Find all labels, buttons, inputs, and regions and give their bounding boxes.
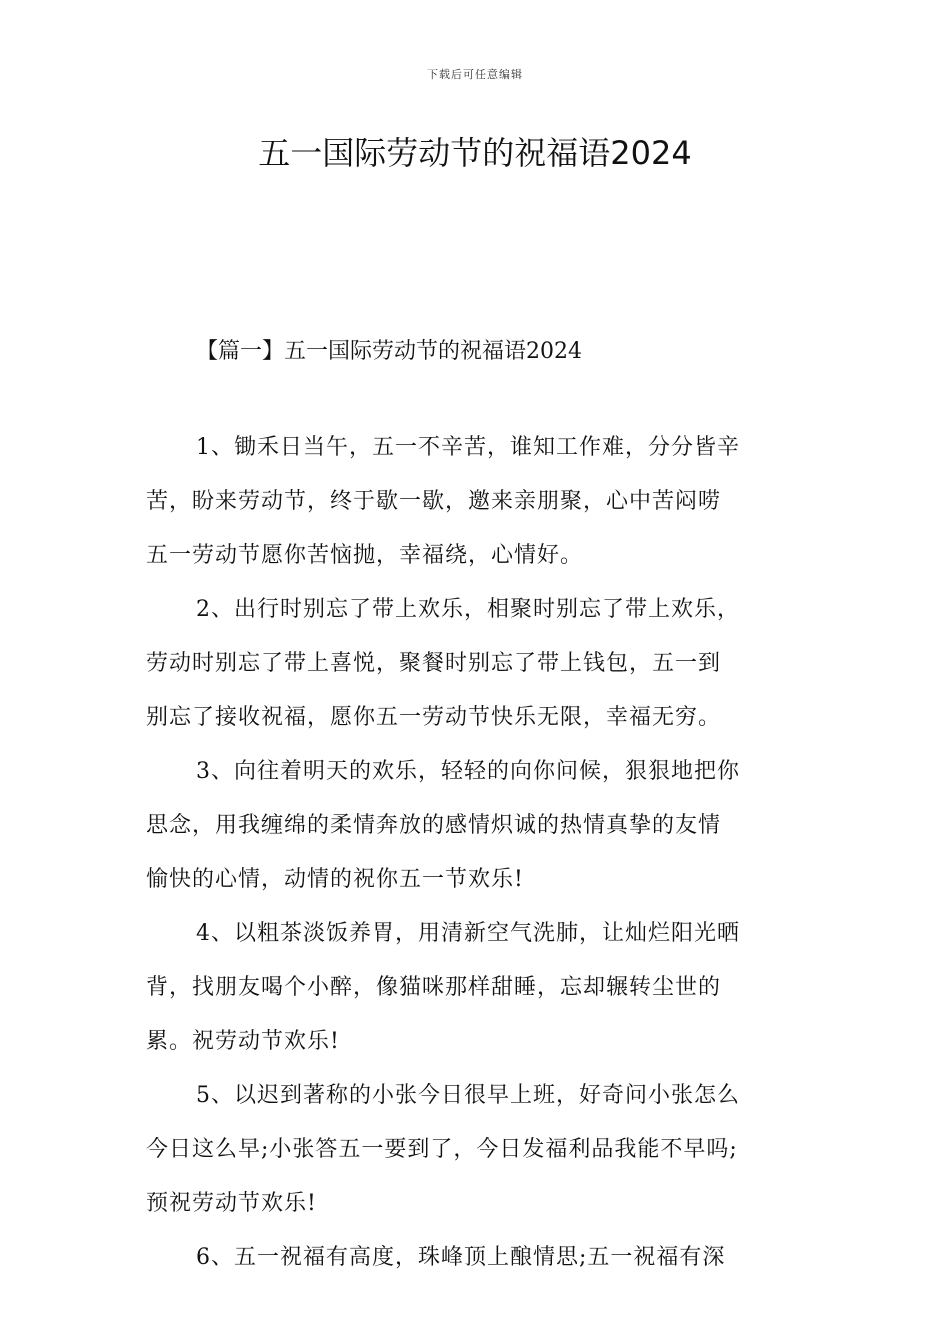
paragraph-line: 4、以粗茶淡饭养胃，用清新空气洗肺，让灿烂阳光晒: [196, 921, 740, 946]
paragraph-line: 背，找朋友喝个小醉，像猫咪那样甜睡，忘却辗转尘世的: [146, 975, 722, 1000]
paragraph-line: 3、向往着明天的欢乐，轻轻的向你问候，狠狠地把你: [196, 759, 740, 784]
paragraph-line: 思念，用我缠绵的柔情奔放的感情炽诚的热情真挚的友情: [146, 813, 722, 838]
paragraph-3: [146, 745, 814, 907]
paragraph-line: 5、以迟到著称的小张今日很早上班，好奇问小张怎么: [196, 1083, 740, 1108]
paragraph-line: 别忘了接收祝福，愿你五一劳动节快乐无限，幸福无穷。: [146, 705, 722, 730]
paragraph-line: 今日这么早;小张答五一要到了，今日发福利品我能不早吗;: [146, 1137, 738, 1162]
paragraph-line: 1、锄禾日当午，五一不辛苦，谁知工作难，分分皆辛: [196, 435, 740, 460]
paragraph-6: [146, 1231, 814, 1285]
paragraph-line: 劳动时别忘了带上喜悦，聚餐时别忘了带上钱包，五一到: [146, 651, 722, 676]
paragraph-line: 6、五一祝福有高度，珠峰顶上酿情思;五一祝福有深: [196, 1245, 726, 1270]
paragraph-4: [146, 907, 814, 1069]
paragraph-5: [146, 1069, 814, 1231]
paragraph-line: 2、出行时别忘了带上欢乐，相聚时别忘了带上欢乐，: [196, 597, 740, 622]
document-title: 五一国际劳动节的祝福语2024: [258, 134, 692, 172]
paragraph-line: 五一劳动节愿你苦恼抛，幸福绕，心情好。: [146, 543, 584, 568]
section-heading: 【篇一】五一国际劳动节的祝福语2024: [196, 339, 582, 364]
paragraph-line: 愉快的心情，动情的祝你五一节欢乐!: [146, 867, 524, 892]
paragraph-line: 累。祝劳动节欢乐!: [146, 1029, 340, 1054]
paragraph-1: [146, 421, 814, 583]
paragraph-line: 预祝劳动节欢乐!: [146, 1191, 317, 1216]
paragraph-2: [146, 583, 814, 745]
paragraph-line: 苦，盼来劳动节，终于歇一歇，邀来亲朋聚，心中苦闷唠: [146, 489, 722, 514]
header-note: 下载后可任意编辑: [427, 68, 523, 81]
